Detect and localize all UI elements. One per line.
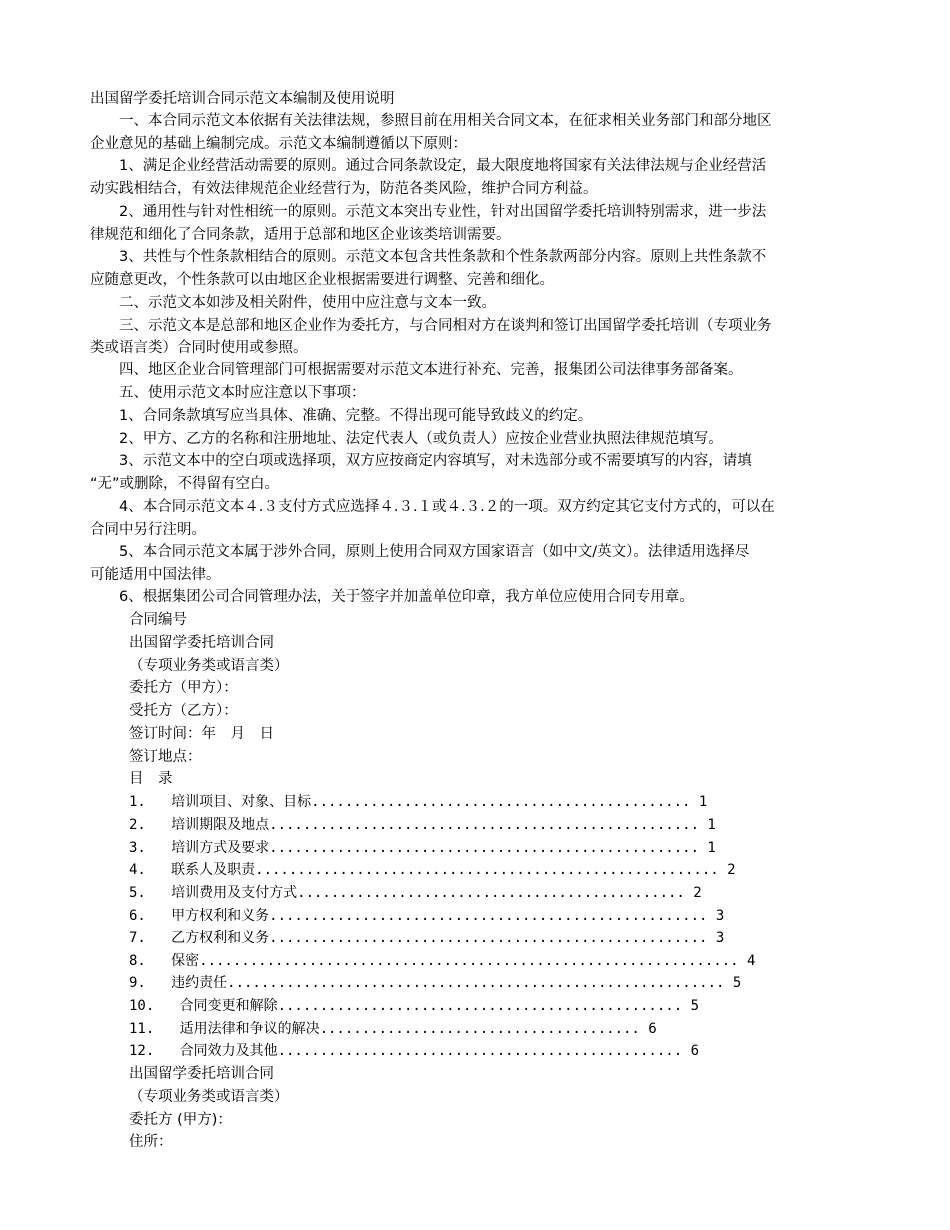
cover-subtitle: （专项业务类或语言类） bbox=[129, 658, 289, 674]
paragraph-line: 5、本合同示范文本属于涉外合同，原则上使用合同双方国家语言（如中文/英文）。法律适用选择尽 bbox=[90, 544, 750, 560]
paragraph-line: 企业意见的基础上编制完成。示范文本编制遵循以下原则： bbox=[90, 136, 467, 152]
contract-title: 出国留学委托培训合同 bbox=[129, 1066, 274, 1082]
paragraph-line: 2、甲方、乙方的名称和注册地址、法定代表人（或负责人）应按企业营业执照法律规范填写。 bbox=[90, 431, 723, 447]
cover-title: 出国留学委托培训合同 bbox=[129, 635, 274, 651]
paragraph-line: 动实践相结合，有效法律规范企业经营行为，防范各类风险，维护合同方利益。 bbox=[90, 181, 598, 197]
paragraph-line: 类或语言类）合同时使用或参照。 bbox=[90, 340, 308, 356]
paragraph-line: 1、合同条款填写应当具体、准确、完整。不得出现可能导致歧义的约定。 bbox=[90, 408, 593, 424]
address-field: 住所： bbox=[129, 1134, 173, 1150]
contract-number-label: 合同编号 bbox=[129, 612, 187, 628]
paragraph-line: 2、通用性与针对性相统一的原则。示范文本突出专业性，针对出国留学委托培训特别需求，进一步法 bbox=[90, 204, 767, 220]
toc-heading: 目 录 bbox=[129, 771, 173, 787]
paragraph-line: 五、使用示范文本时应注意以下事项： bbox=[90, 385, 366, 401]
toc-item: 8. 保密................................................................ 4 bbox=[129, 953, 756, 969]
intro-title: 出国留学委托培训合同示范文本编制及使用说明 bbox=[90, 91, 395, 107]
paragraph-line: “无”或删除，不得留有空白。 bbox=[90, 476, 280, 492]
paragraph-line: 3、示范文本中的空白项或选择项，双方应按商定内容填写，对未选部分或不需要填写的内容，请填 bbox=[90, 453, 752, 469]
toc-item: 5. 培训费用及支付方式.............................................. 2 bbox=[129, 885, 702, 901]
toc-item: 9. 违约责任........................................................... 5 bbox=[129, 975, 742, 991]
party-a-label: 委托方（甲方）： bbox=[129, 680, 238, 696]
paragraph-line: 6、根据集团公司合同管理办法，关于签字并加盖单位印章，我方单位应使用合同专用章。 bbox=[90, 589, 694, 605]
paragraph-line: 律规范和细化了合同条款，适用于总部和地区企业该类培训需要。 bbox=[90, 227, 511, 243]
party-b-label: 受托方（乙方）： bbox=[129, 703, 238, 719]
toc-item: 11. 适用法律和争议的解决...................................... 6 bbox=[129, 1021, 657, 1037]
toc-item: 6. 甲方权利和义务.................................................... 3 bbox=[129, 908, 725, 924]
toc-item: 4. 联系人及职责....................................................... 2 bbox=[129, 862, 736, 878]
paragraph-line: 三、示范文本是总部和地区企业作为委托方，与合同相对方在谈判和签订出国留学委托培训（专项业务 bbox=[90, 318, 772, 334]
paragraph-line: 四、地区企业合同管理部门可根据需要对示范文本进行补充、完善，报集团公司法律事务部备案。 bbox=[90, 362, 743, 378]
toc-item: 12. 合同效力及其他................................................ 6 bbox=[129, 1043, 700, 1059]
signing-place-label: 签订地点： bbox=[129, 749, 202, 765]
paragraph-line: 合同中另行注明。 bbox=[90, 522, 206, 538]
paragraph-line: 一、本合同示范文本依据有关法律法规，参照目前在用相关合同文本，在征求相关业务部门和部分地区 bbox=[90, 113, 772, 129]
paragraph-line: 可能适用中国法律。 bbox=[90, 567, 221, 583]
contract-subtitle: （专项业务类或语言类） bbox=[129, 1089, 289, 1105]
toc-item: 3. 培训方式及要求................................................... 1 bbox=[129, 840, 716, 856]
toc-item: 2. 培训期限及地点................................................... 1 bbox=[129, 817, 716, 833]
signing-date-label: 签订时间：年 月 日 bbox=[129, 726, 274, 742]
paragraph-line: 4、本合同示范文本４.３支付方式应选择４.３.１或４.３.２的一项。双方约定其它支付方式的，可以在 bbox=[90, 499, 775, 515]
paragraph-line: 应随意更改，个性条款可以由地区企业根据需要进行调整、完善和细化。 bbox=[90, 272, 554, 288]
paragraph-line: 二、示范文本如涉及相关附件，使用中应注意与文本一致。 bbox=[90, 295, 496, 311]
paragraph-line: 1、满足企业经营活动需要的原则。通过合同条款设定，最大限度地将国家有关法律法规与企业经营活 bbox=[90, 158, 767, 174]
paragraph-line: 3、共性与个性条款相结合的原则。示范文本包含共性条款和个性条款两部分内容。原则上共性条款不 bbox=[90, 249, 767, 265]
toc-item: 10. 合同变更和解除................................................ 5 bbox=[129, 998, 700, 1014]
toc-item: 7. 乙方权利和义务.................................................... 3 bbox=[129, 930, 725, 946]
party-a-field: 委托方 (甲方)： bbox=[129, 1112, 232, 1128]
toc-item: 1. 培训项目、对象、目标............................................. 1 bbox=[129, 794, 708, 810]
